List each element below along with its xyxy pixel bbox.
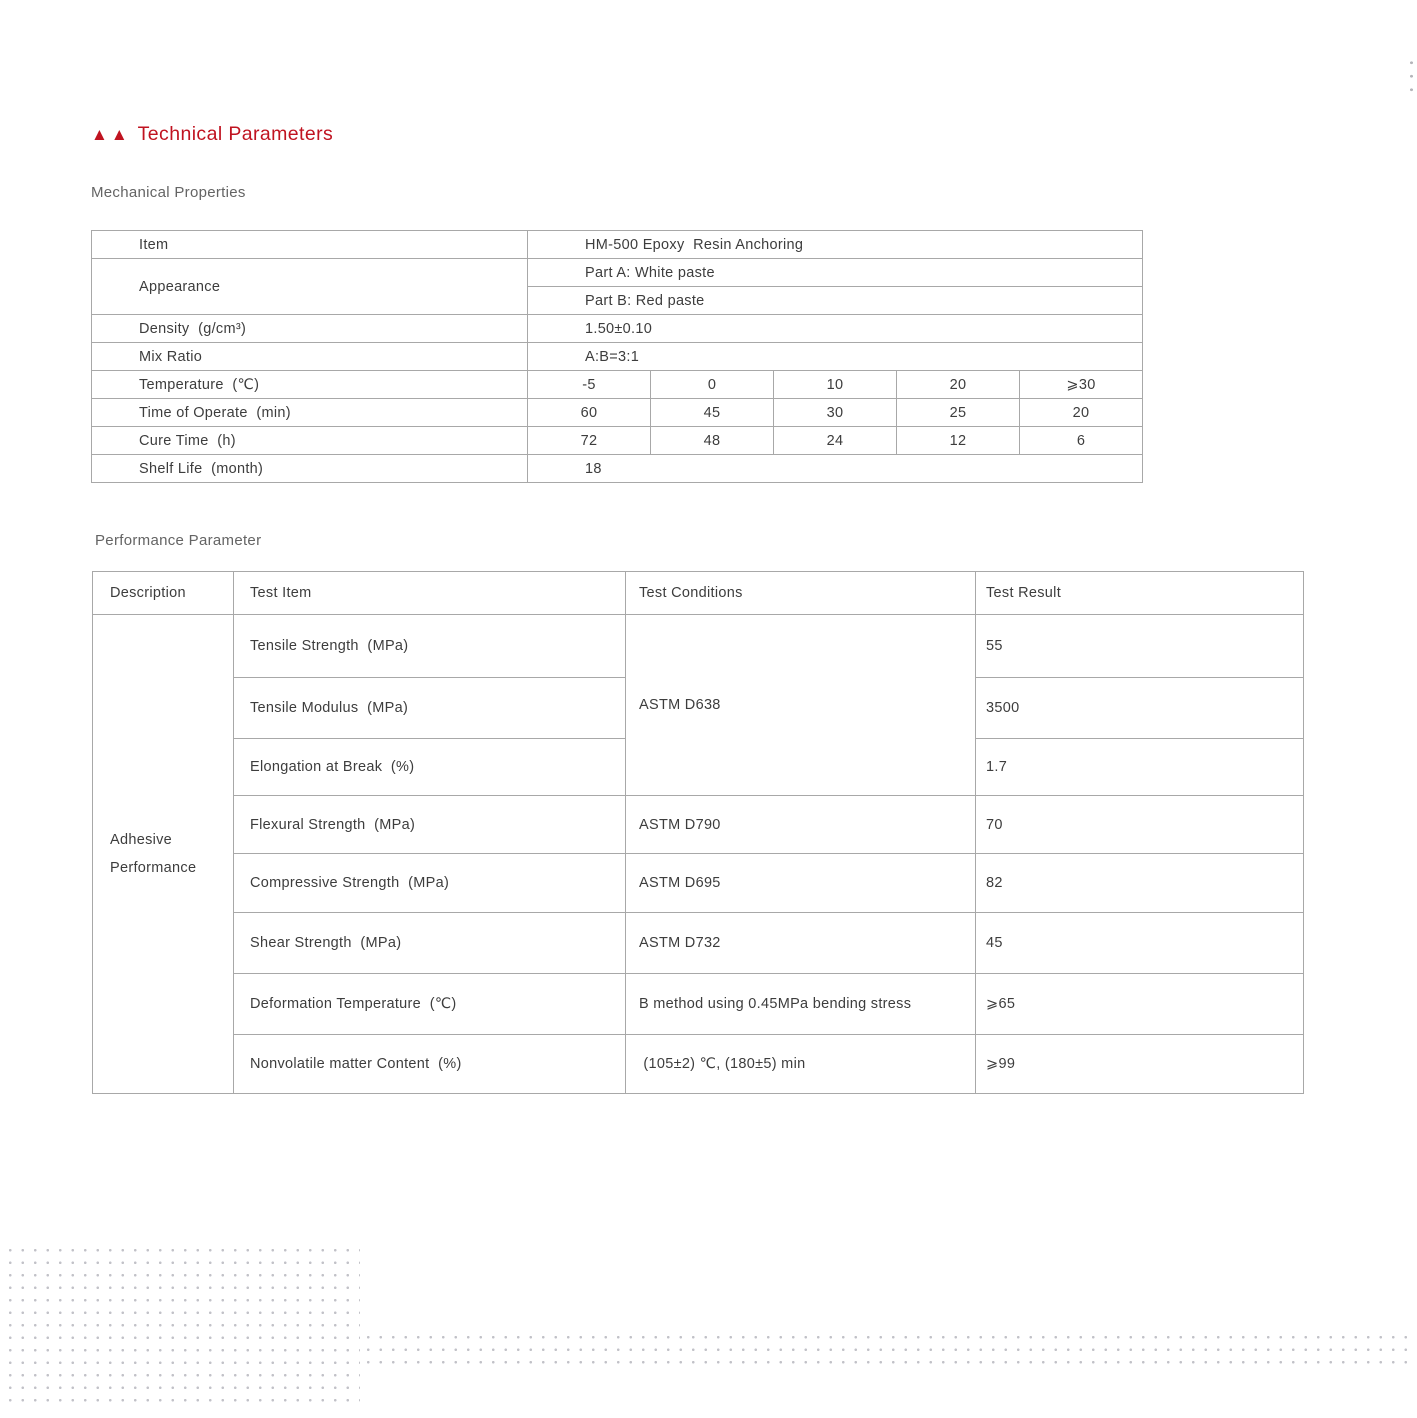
description-value: Adhesive Performance — [93, 615, 234, 1094]
temperature-value: 10 — [774, 371, 897, 399]
operate-time-value: 20 — [1020, 399, 1143, 427]
test-condition-cell: ASTM D790 — [626, 796, 976, 854]
operate-time-value: 30 — [774, 399, 897, 427]
table-row — [93, 796, 1304, 854]
cure-time-value: 72 — [528, 427, 651, 455]
dot-pattern-band — [362, 1331, 1417, 1369]
cure-time-value: 12 — [897, 427, 1020, 455]
shelf-life-row — [92, 455, 1143, 483]
test-result-cell: 3500 — [976, 678, 1304, 739]
density-label: Density (g/cm³) — [92, 315, 528, 343]
operate-time-value: 60 — [528, 399, 651, 427]
test-condition-cell: ASTM D638 — [626, 615, 976, 796]
test-condition-cell: (105±2) ℃, (180±5) min — [626, 1035, 976, 1094]
operate-time-row — [92, 399, 1143, 427]
mix-ratio-label: Mix Ratio — [92, 343, 528, 371]
appearance-part-b: Part B: Red paste — [528, 287, 1143, 315]
temperature-row — [92, 371, 1143, 399]
operate-time-label: Time of Operate (min) — [92, 399, 528, 427]
test-item-cell: Tensile Modulus (MPa) — [234, 678, 626, 739]
table-row — [93, 615, 1304, 678]
test-result-cell: 82 — [976, 854, 1304, 913]
dot-pattern-block — [4, 1244, 360, 1407]
cure-time-row — [92, 427, 1143, 455]
test-item-cell: Deformation Temperature (℃) — [234, 974, 626, 1035]
appearance-part-a: Part A: White paste — [528, 259, 1143, 287]
mechanical-properties-table — [91, 230, 1143, 483]
test-result-cell: 1.7 — [976, 739, 1304, 796]
test-condition-cell: ASTM D695 — [626, 854, 976, 913]
density-value: 1.50±0.10 — [528, 315, 1143, 343]
test-item-cell: Shear Strength (MPa) — [234, 913, 626, 974]
mix-ratio-row — [92, 343, 1143, 371]
technical-parameters-title — [91, 123, 333, 146]
cure-time-value: 48 — [651, 427, 774, 455]
top-right-dots-decoration — [1405, 56, 1417, 97]
shelf-life-value: 18 — [528, 455, 1143, 483]
test-item-cell: Flexural Strength (MPa) — [234, 796, 626, 854]
test-condition-cell: ASTM D732 — [626, 913, 976, 974]
test-item-cell: Compressive Strength (MPa) — [234, 854, 626, 913]
cure-time-label: Cure Time (h) — [92, 427, 528, 455]
test-result-cell: 45 — [976, 913, 1304, 974]
temperature-value: -5 — [528, 371, 651, 399]
table-row — [93, 1035, 1304, 1094]
test-item-cell: Nonvolatile matter Content (%) — [234, 1035, 626, 1094]
test-condition-cell: B method using 0.45MPa bending stress — [626, 974, 976, 1035]
test-item-cell: Tensile Strength (MPa) — [234, 615, 626, 678]
test-conditions-header: Test Conditions — [626, 572, 976, 615]
performance-parameter-table — [92, 571, 1304, 1094]
table-row — [93, 913, 1304, 974]
test-result-cell: 55 — [976, 615, 1304, 678]
shelf-life-label: Shelf Life (month) — [92, 455, 528, 483]
operate-time-value: 45 — [651, 399, 774, 427]
triangle-marker-icon: ▲▲ — [91, 125, 131, 144]
temperature-value: ⩾30 — [1020, 371, 1143, 399]
temperature-label: Temperature (℃) — [92, 371, 528, 399]
test-item-header: Test Item — [234, 572, 626, 615]
operate-time-value: 25 — [897, 399, 1020, 427]
cure-time-value: 24 — [774, 427, 897, 455]
test-result-cell: ⩾65 — [976, 974, 1304, 1035]
appearance-row-a — [92, 259, 1143, 287]
table-row — [93, 974, 1304, 1035]
appearance-label: Appearance — [92, 259, 528, 315]
cure-time-value: 6 — [1020, 427, 1143, 455]
item-label: Item — [92, 231, 528, 259]
temperature-value: 0 — [651, 371, 774, 399]
item-row — [92, 231, 1143, 259]
description-header: Description — [93, 572, 234, 615]
density-row — [92, 315, 1143, 343]
mix-ratio-value: A:B=3:1 — [528, 343, 1143, 371]
test-item-cell: Elongation at Break (%) — [234, 739, 626, 796]
performance-parameter-heading: Performance Parameter — [95, 532, 262, 549]
test-result-cell: 70 — [976, 796, 1304, 854]
test-result-header: Test Result — [976, 572, 1304, 615]
table-row — [93, 854, 1304, 913]
test-result-cell: ⩾99 — [976, 1035, 1304, 1094]
temperature-value: 20 — [897, 371, 1020, 399]
mechanical-properties-heading: Mechanical Properties — [91, 184, 246, 201]
performance-header-row — [93, 572, 1304, 615]
item-value: HM-500 Epoxy Resin Anchoring — [528, 231, 1143, 259]
title-text: Technical Parameters — [137, 123, 334, 145]
